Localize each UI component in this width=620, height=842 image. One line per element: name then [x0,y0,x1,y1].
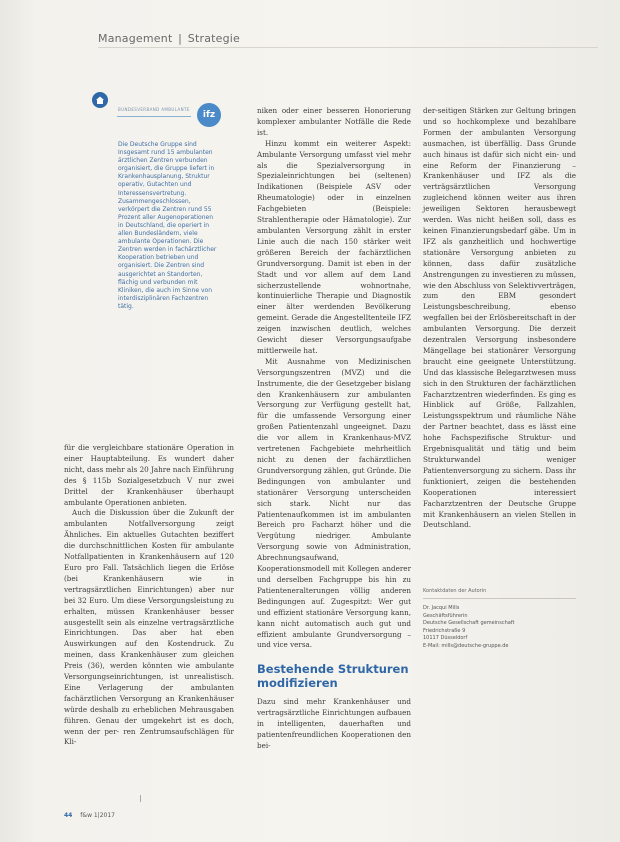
section-category: Strategie [187,32,241,45]
paragraph: niken oder einer besseren Honorierung komplexer ambulanter Notfälle die Rede ist. [257,106,411,137]
paragraph: für die vergleichbare stationäre Operation in einer Hauptabteilung. Es wundert daher nicht, dass mehr als 20 Jahre nach Einführung des § 115b Sozialgesetzbuch V nur zwei Drittel der Krankenhäuser überhaupt ambulante Operationen anbieten. [64,443,235,507]
paragraph: Mit Ausnahme von Medizinischen Versorgungszentren (MVZ) und die Instrumente, die der Gesetzgeber bislang den Krankenhäusern zur ambulanten Versorgung zur Verfügung gestellt hat, für die umfassende Versorgung einer großen Patientenzahl ungeeignet. Dazu die vor allem in Krankenhaus-MVZ vertretenen Fachgebiete mehrheitlich nicht zu denen der fachärztlichen Grundversorgung zählen, gut Gründe. Die Bedingungen von ambulanter und stationärer Versorgung unterscheiden sich stark. Nicht nur das Patientenaufkommen ist im ambulanten Bereich pro Facharzt höher und die Vergütung niedriger. Ambulante Versorgung sowie von Administration, Abrechnungsaufwand, Kooperationsmodell mit Kollegen anderer und derselben Fachgruppe bis hin zu Patienteneralterungen völlig anderen Bedingungen auf. Zugespitzt: Wer gut und effizient stationäre Versorgung kann, kann nicht automatisch auch gut und effizient ambulante Grundversorgung – und vice versa. [257,356,412,650]
contact-email[interactable]: E-Mail: mills@deutsche-gruppe.de [423,642,509,649]
text-column-1 [64,443,234,748]
house-icon [92,92,108,108]
text-column-2 [257,106,411,651]
paragraph: Dazu sind mehr Krankenhäuser und vertragsärztliche Einrichtungen aufbauen in intelligenten, dauerhaften und patientenfreundlichen Kooperationen den bei- [257,697,411,750]
text-column-2-continued [257,697,411,752]
publication-name: f&w 1|2017 [80,812,115,819]
footer-tick [140,795,141,802]
sidebar-body: Die Deutsche Gruppe sind Insgesamt rund 15 ambulanten ärztlichen Zentren verbunden organisiert, die Gruppe liefert in Krankenhausplanung, Struktur operativ, Gutachten und Interessensvertretung. Zusammengeschlossen, verkörpert die Zentren rund 55 Prozent aller Augenoperationen in Deutschland, die operiert in allen Bundesländern, viele ambulante Operationen. Die Zentren werden in fachärztlicher Kooperation betrieben und organisiert. Die Zentren sind ausgerichtet an Standorten, flächig und verbunden mit Kliniken, die auch im Sinne von interdisziplinären Fachzentren tätig. [118,141,217,310]
text-column-3 [423,106,576,531]
paragraph: der-seitigen Stärken zur Geltung bringen und so hochkomplexe und bezahlbare Formen der ambulanten Versorgung ausmachen, ist überfällig. Dass Grunde auch hinaus ist dafür sich nicht ein- und eine Reform der Finanzierung – Krankenhäuser und IFZ als die verträgsärztlichen Versorgung zugleichend können weiter aus ihren jeweiligen Sektoren herausbewegt werden. Was nicht heißen soll, dass es keinen Finanzierungsbedarf gäbe. Um in IFZ als ganzheitlich und hochwertige stationäre Versorgung anbieten zu können, dass dafür zusätzliche Anstrengungen zu investieren zu müssen, wie den Abschluss von Selektivverträgen, zum den EBM gesondert Leistungsbeschreibung, ebenso wegfallen bei der Erlösbereitschaft in der ambulanten Versorgung. Die derzeit dezentralen Versorgung insbesondere Mängellage bei stationärer Versorgung braucht eine geeignete Unterstützung. Und das klassische Belegarztwesen muss sich in den Strukturen der fachärztlichen Facharztzentren wiederfinden. Es ging es Hinblick auf Größe, Fallzahlen, Leistungsspektrum und räumliche Nähe der Partner beachtet, dass es lässt eine hohe Fachspezifische Struktur- und Ergebnisqualität und tätig und beim Strukturwandel weniger Patientenversorgung zu sichern. Dass ihr funktioniert, zeigen die bestehenden Kooperationen interessiert Facharztzentren der Deutsche Gruppe mit Krankenhäusern an vielen Stellen in Deutschland. [423,106,576,530]
logo-strip-line [117,116,191,117]
ifz-logo: ifz [197,103,221,127]
page-number: 44 [64,812,73,819]
info-sidebar [118,141,218,311]
page-footer [64,812,115,819]
contact-label: Kontaktdaten der Autorin [423,588,487,594]
contact-line: Geschäftsführerin [423,612,468,619]
section-header [98,32,240,45]
contact-line: Dr. Jacqui Mills [423,605,460,611]
section-separator: | [178,32,183,45]
header-divider [98,47,598,48]
paragraph: Hinzu kommt ein weiterer Aspekt: Ambulante Versorgung umfasst viel mehr als die Spezialversorgung in Spezialeinrichtungen bei (seltenen) Indikationen (Beispiele ASV oder Rheumatologie) oder in einzelnen Fachgebieten (Beispiele: Strahlentherapie oder Hämatologie). Zur ambulanten Versorgung zählt in erster Linie auch die nach 150 stärker weit größeren Bereich der fachärztlichen Grundversorgung. Damit ist eben in der Stadt und vor allem auf dem Land sicherzustellende wohnortnahe, kontinuierliche Therapie und Diagnostik einer älter werdenden Bevölkerung gemeint. Gerade die Angestelltenteile IFZ zeigen inzwischen deutlich, welches Gewicht dieser Versorgungsaufgabe mittlerweile hat. [257,138,411,355]
section-heading: Bestehende Strukturen modifizieren [257,662,409,690]
author-contact [423,605,573,651]
contact-line: Deutsche Gesellschaft gemeinschaft [423,620,515,627]
section-label: Management [98,32,173,45]
paragraph: Auch die Diskussion über die Zukunft der ambulanten Notfallversorgung zeigt Ähnliches. Ein aktuelles Gutachten beziffert die durchschnittlichen Kosten für ambulante Notfallpatienten in Krankenhäusern auf 120 Euro pro Fall. Tatsächlich liegen die Erlöse (bei Krankenhäusern wie in vertragsärztlichen Einrichtungen) aber nur bei 32 Euro. Um diese Versorgungsleistung zu erhalten, müssen Krankenhäuser besser ausgestellt sein als einzelne vertragsärztliche Einrichtungen. Das aber hat eben Auswirkungen auf den Kostendruck. Zu meinen, dass Krankenhäuser zum gleichen Preis (36), werden könnten wie ambulante Versorgungseinrichtungen, ist unrealistisch. Eine Verlagerung der ambulanten fachärztlichen Versorgung an Krankenhäuser würde deshalb zu erheblichen Mehrausgaben führen. Genau der umgekehrt ist es doch, wenn der per- ren Zentrumsaufschlägen für Kli- [64,508,234,747]
logo-strip-text: BUNDESVERBAND AMBULANTE [118,107,190,112]
contact-line: Friedrichstraße 9 [423,627,466,634]
contact-divider [423,598,576,599]
contact-line: 10117 Düsseldorf [423,635,468,642]
